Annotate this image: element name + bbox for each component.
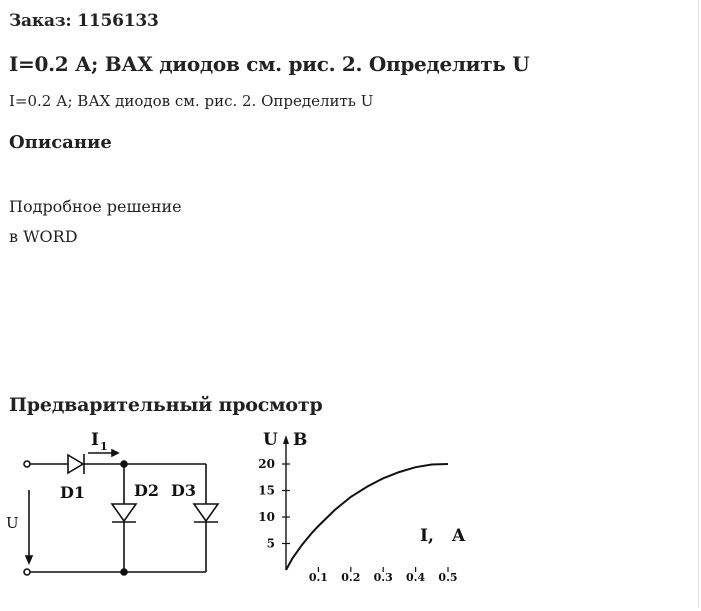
y-tick-label: 20 [258,457,275,471]
x-tick-label: 0.5 [438,571,458,584]
x-tick-label: 0.3 [373,571,393,584]
terminal-top [24,461,30,467]
description-line: в WORD [9,227,78,246]
diode-d1 [68,455,83,473]
current-label: I [91,430,99,450]
junction-bottom [121,569,127,575]
description-heading: Описание [9,132,112,153]
diode-d3 [194,504,218,521]
x-tick-label: 0.2 [341,571,361,584]
label-d3: D3 [171,481,197,500]
diode-d2 [112,504,136,521]
label-d2: D2 [134,481,160,500]
x-tick-label: 0.1 [308,571,328,584]
x-tick-label: 0.4 [406,571,426,584]
y-tick-label: 15 [258,483,275,498]
y-tick-label: 10 [258,510,275,524]
voltage-label: U [6,514,19,532]
x-axis-label: I, [420,526,434,546]
iv-curve [286,464,448,570]
circuit-diagram [24,450,218,575]
y-axis-arrow [283,435,289,444]
preview-image [0,420,701,607]
y-axis-label: U [263,430,278,450]
iv-chart [258,430,466,584]
preview-heading: Предварительный просмотр [9,394,323,416]
y-tick-label: 5 [266,536,275,551]
task-text: I=0.2 А; ВАХ диодов см. рис. 2. Определить U [9,92,374,110]
x-axis-unit: A [452,526,466,546]
voltage-arrow [26,556,32,563]
y-axis-unit: В [293,430,308,450]
description-line: Подробное решение [9,197,182,216]
order-number: Заказ: 1156133 [9,11,159,31]
current-subscript: 1 [100,440,108,453]
label-d1: D1 [60,483,86,502]
preview-figure [0,420,701,607]
current-arrow [112,450,118,456]
task-title: I=0.2 А; ВАХ диодов см. рис. 2. Определить U [9,52,530,76]
terminal-bottom [24,569,30,575]
